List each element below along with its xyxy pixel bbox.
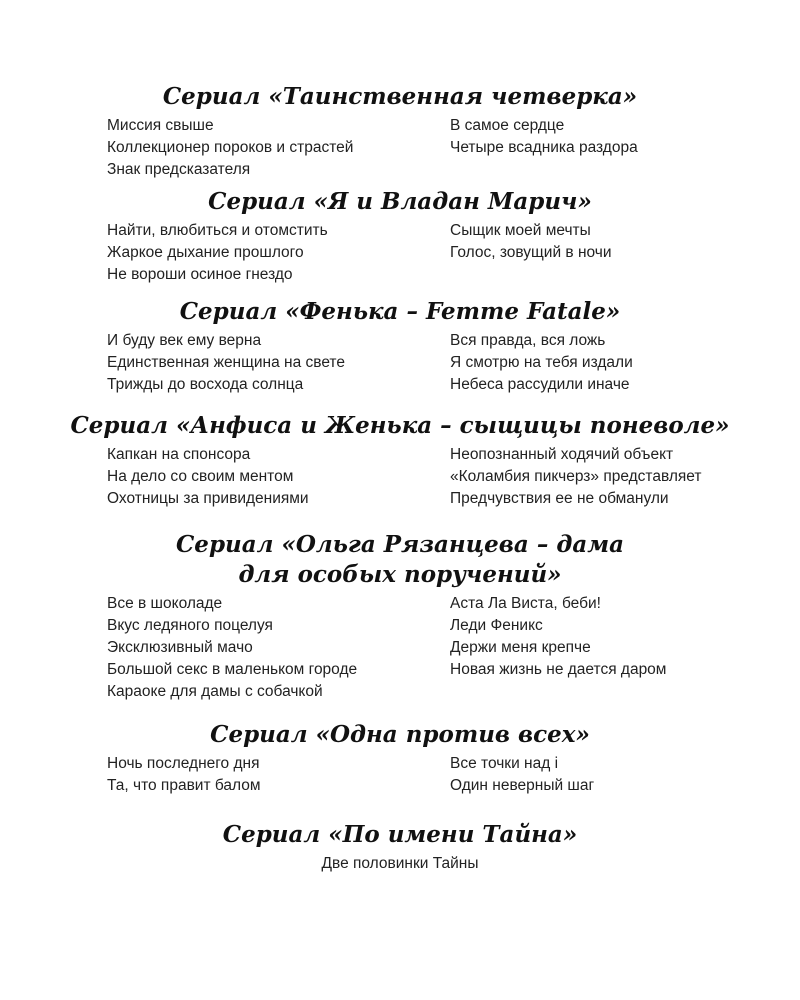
series-heading: Сериал «Анфиса и Женька – сыщицы поневоле» bbox=[70, 412, 730, 439]
book-title: Найти, влюбиться и отомстить bbox=[107, 222, 328, 239]
title-column-left bbox=[107, 330, 437, 396]
series-heading bbox=[0, 530, 800, 590]
series-heading: Сериал «По имени Тайна» bbox=[222, 821, 578, 848]
book-title: Леди Феникс bbox=[450, 617, 543, 634]
book-title: Две половинки Тайны bbox=[321, 855, 479, 872]
series-section bbox=[0, 82, 800, 181]
book-title: Небеса рассудили иначе bbox=[450, 376, 630, 393]
book-title: Коллекционер пороков и страстей bbox=[107, 139, 354, 156]
series-heading: Сериал «Таинственная четверка» bbox=[162, 83, 638, 110]
title-column-left bbox=[107, 220, 437, 286]
book-title: Капкан на спонсора bbox=[107, 446, 251, 463]
book-title: Новая жизнь не дается даром bbox=[450, 661, 667, 678]
title-column-right bbox=[450, 330, 780, 396]
book-title: Охотницы за привидениями bbox=[107, 490, 309, 507]
title-column-right bbox=[450, 444, 780, 510]
book-title: На дело со своим ментом bbox=[107, 468, 294, 485]
series-section bbox=[0, 187, 800, 286]
series-section bbox=[0, 530, 800, 703]
book-title: Аста Ла Виста, беби! bbox=[450, 595, 601, 612]
series-heading: Сериал «Я и Владан Марич» bbox=[208, 188, 592, 215]
book-title: Предчувствия ее не обманули bbox=[450, 490, 669, 507]
book-title: Трижды до восхода солнца bbox=[107, 376, 304, 393]
book-title: Держи меня крепче bbox=[450, 639, 591, 656]
title-column-right bbox=[450, 115, 780, 159]
book-title: Ночь последнего дня bbox=[107, 755, 260, 772]
book-title: Голос, зовущий в ночи bbox=[450, 244, 612, 261]
series-section bbox=[0, 720, 800, 797]
book-title: Все точки над i bbox=[450, 755, 559, 772]
book-title: Неопознанный ходячий объект bbox=[450, 446, 674, 463]
book-title: «Коламбия пикчерз» представляет bbox=[450, 468, 702, 485]
book-title: Караоке для дамы с собачкой bbox=[107, 683, 323, 700]
title-column-right bbox=[450, 593, 780, 681]
book-title: Я смотрю на тебя издали bbox=[450, 354, 633, 371]
series-heading: Сериал «Фенька – Femme Fatale» bbox=[179, 298, 621, 325]
title-column-left bbox=[107, 753, 437, 797]
title-column-right bbox=[450, 220, 780, 264]
book-title: В самое сердце bbox=[450, 117, 565, 134]
book-title: Миссия свыше bbox=[107, 117, 214, 134]
series-heading-line: для особых поручений» bbox=[238, 561, 562, 588]
book-title: Все в шоколаде bbox=[107, 595, 223, 612]
series-section bbox=[0, 411, 800, 510]
book-title: Та, что правит балом bbox=[107, 777, 261, 794]
book-title: Не вороши осиное гнездо bbox=[107, 266, 293, 283]
book-title: Один неверный шаг bbox=[450, 777, 595, 794]
series-heading-line: Сериал «Ольга Рязанцева – дама bbox=[176, 531, 624, 558]
title-column-left bbox=[107, 115, 437, 181]
book-title: Жаркое дыхание прошлого bbox=[107, 244, 304, 261]
book-title: Большой секс в маленьком городе bbox=[107, 661, 358, 678]
book-title: Вкус ледяного поцелуя bbox=[107, 617, 273, 634]
book-title: Сыщик моей мечты bbox=[450, 222, 591, 239]
book-title: Четыре всадника раздора bbox=[450, 139, 638, 156]
title-column-right bbox=[450, 753, 780, 797]
book-title: Эксклюзивный мачо bbox=[107, 639, 253, 656]
book-title: Вся правда, вся ложь bbox=[450, 332, 606, 349]
title-column-left bbox=[107, 593, 437, 703]
series-section bbox=[0, 297, 800, 396]
book-title: И буду век ему верна bbox=[107, 332, 262, 349]
book-title: Единственная женщина на свете bbox=[107, 354, 345, 371]
title-column-left bbox=[107, 444, 437, 510]
book-title: Знак предсказателя bbox=[107, 161, 251, 178]
series-section bbox=[0, 820, 800, 875]
series-heading: Сериал «Одна против всех» bbox=[210, 721, 590, 748]
